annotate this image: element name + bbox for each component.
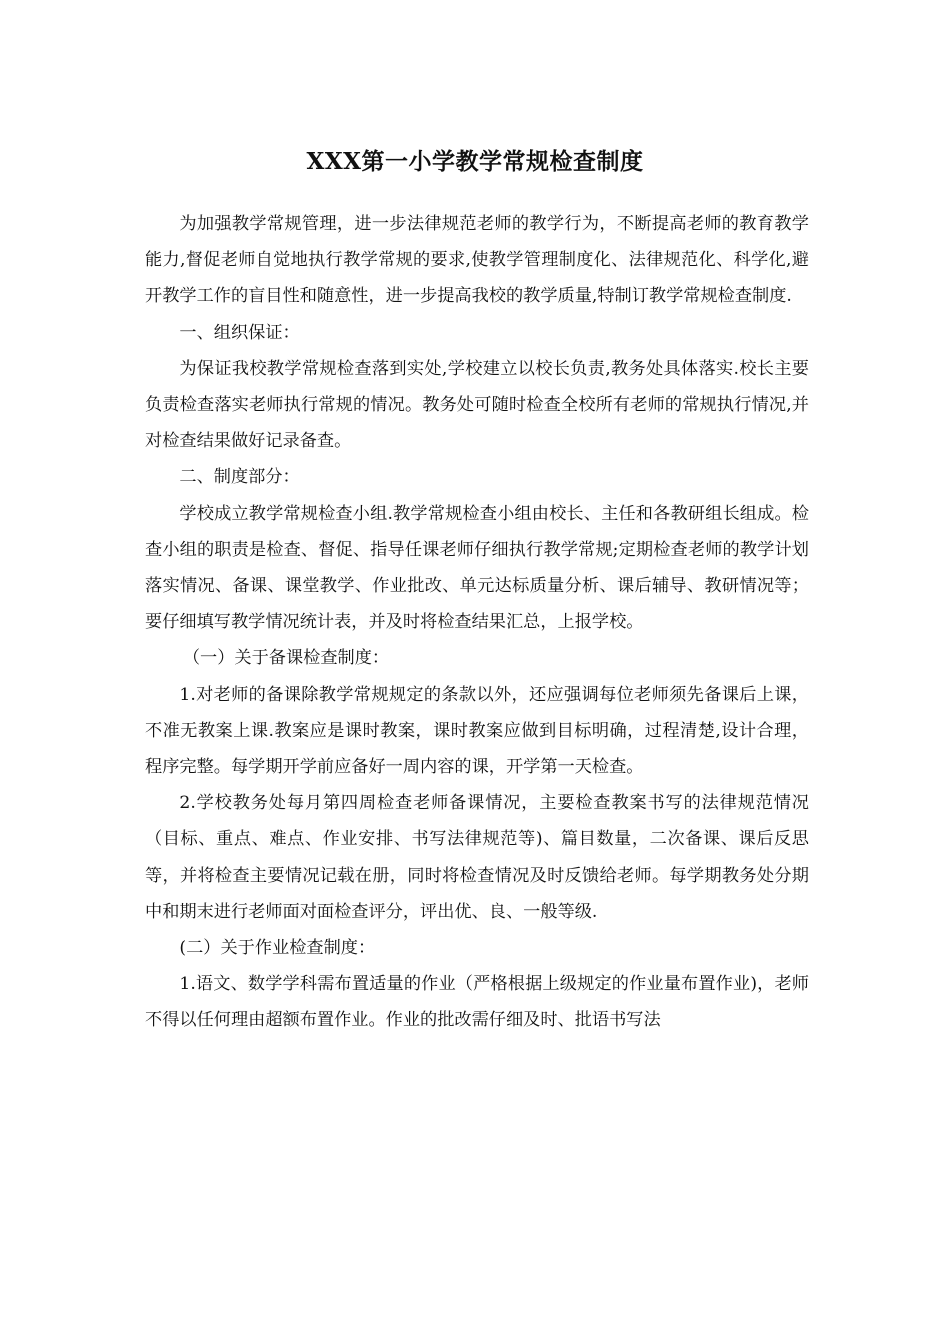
homework-item-1: 1.语文、数学学科需布置适量的作业（严格根据上级规定的作业量布置作业)，老师不得以任何理由超额布置作业。作业的批改需仔细及时、批语书写法 xyxy=(145,974,809,1031)
intro-paragraph: 为加强教学常规管理，进一步法律规范老师的教学行为，不断提高老师的教育教学能力,督促老师自觉地执行教学常规的要求,使教学管理制度化、法律规范化、科学化,避开教学工作的盲目性和随意性，进一步提高我校的教学质量,特制订教学常规检查制度. xyxy=(145,214,809,307)
subsection-heading-lesson-prep: （一）关于备课检查制度： xyxy=(182,648,390,669)
subsection-heading-homework: (二）关于作业检查制度： xyxy=(179,938,376,959)
lesson-prep-item-1: 1.对老师的备课除教学常规规定的条款以外，还应强调每位老师须先备课后上课，不准无教案上课.教案应是课时教案，课时教案应做到目标明确，过程清楚,设计合理，程序完整。每学期开学前应备好一周内容的课，开学第一天检查。 xyxy=(145,684,809,778)
organization-paragraph: 为保证我校教学常规检查落到实处,学校建立以校长负责,教务处具体落实.校长主要负责检查落实老师执行常规的情况。教务处可随时检查全校所有老师的常规执行情况,并对检查结果做好记录备查。 xyxy=(145,358,809,452)
system-paragraph: 学校成立教学常规检查小组.教学常规检查小组由校长、主任和各教研组长组成。检查小组的职责是检查、督促、指导任课老师仔细执行教学常规;定期检查老师的教学计划落实情况、备课、课堂教学、作业批改、单元达标质量分析、课后辅导、教研情况等；要仔细填写教学情况统计表，并及时将检查结果汇总，上报学校。 xyxy=(145,503,809,633)
section-heading-system: 二、制度部分： xyxy=(179,467,300,488)
section-heading-organization: 一、组织保证： xyxy=(179,322,300,343)
lesson-prep-item-2: 2.学校教务处每月第四周检查老师备课情况，主要检查教案书写的法律规范情况（目标、重点、难点、作业安排、书写法律规范等)、篇目数量，二次备课、课后反思等，并将检查主要情况记载在册，同时将检查情况及时反馈给老师。每学期教务处分期中和期末进行老师面对面检查评分，评出优、良、一般等级. xyxy=(145,793,809,922)
document-title: XXX第一小学教学常规检查制度 xyxy=(306,148,644,175)
document-body xyxy=(145,206,809,1039)
